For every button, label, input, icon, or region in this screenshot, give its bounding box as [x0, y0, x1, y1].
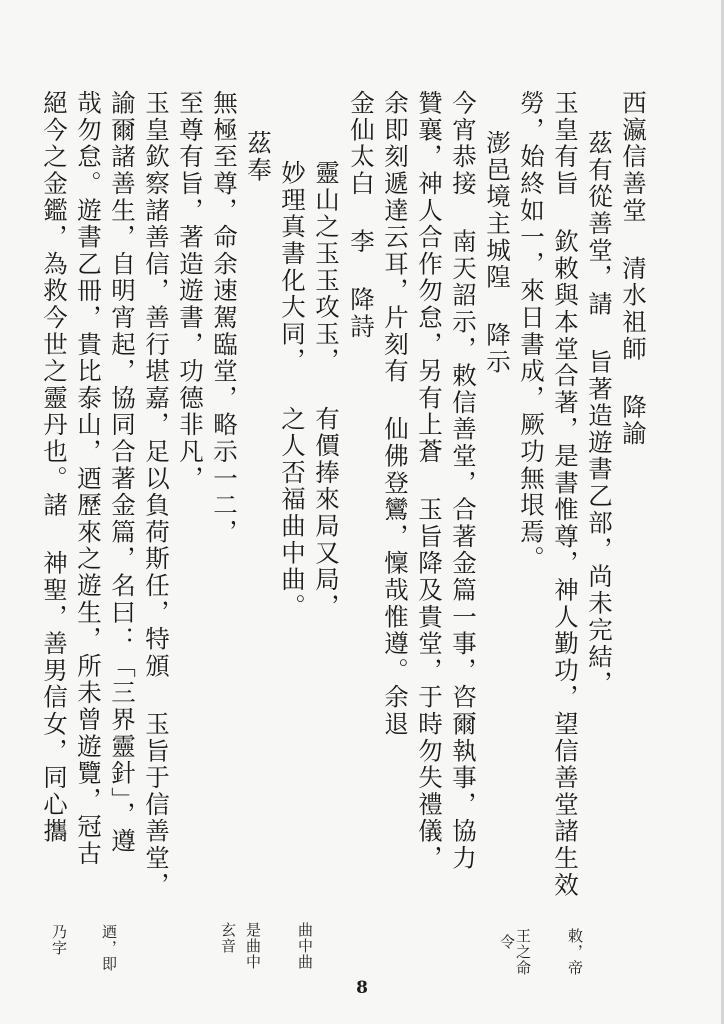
text-column-16: 諭爾諸善生，自明宵起，協同合著金篇，名曰：「三界靈針」，遵 — [108, 90, 137, 855]
text-column-17: 哉勿怠。遊書乙冊，貴比泰山，迺歷來之遊生，所未曾遊覽，冠古 — [74, 90, 103, 868]
text-column-2: 茲有從善堂，請 旨著造遊書乙部，尚未完結， — [585, 130, 614, 698]
text-column-15: 玉皇欽察諸善信，善行堪嘉，足以負荷斯任，特頒 玉旨于信善堂， — [142, 90, 171, 899]
annotation-note: 曲中曲 — [296, 922, 314, 970]
text-column-13: 無極至尊，命余速駕臨堂，略示一二， — [210, 90, 239, 546]
annotation-note: 令 — [498, 934, 516, 950]
annotation-note: 乃字 — [50, 924, 68, 956]
text-column-14: 至尊有旨，著造遊書，功德非凡， — [176, 90, 205, 492]
annotation-note: 王之命 — [514, 928, 532, 976]
text-column-4: 勞，始終如一，來日書成，厥功無垠焉。 — [517, 90, 546, 573]
text-column-9: 金仙太白 李 降詩 — [347, 90, 376, 341]
text-column-8: 余即刻遞達云耳，片刻有 仙佛登鸞，懍哉惟遵。余退 — [381, 90, 410, 738]
text-column-12: 茲奉 — [244, 130, 273, 184]
poem-line-2: 妙理真書化大同， 之人否福曲中曲。 — [278, 160, 307, 621]
page-number: 8 — [356, 978, 368, 998]
text-column-6: 今宵恭接 南天詔示，敕信善堂，合著金篇一事，咨爾執事，協力 — [449, 90, 478, 872]
annotation-note: 迺，即 — [100, 924, 118, 972]
text-column-5: 澎邑境主城隍 降示 — [483, 130, 512, 376]
annotation-note: 敕，帝 — [566, 928, 584, 976]
poem-line-1: 靈山之玉玉攻玉， 有價捧來局又局， — [312, 160, 341, 621]
text-column-1: 西瀛信善堂 清水祖師 降諭 — [619, 90, 648, 448]
text-column-7: 贊襄，神人合作勿怠，另有上蒼 玉旨降及貴堂，于時勿失禮儀， — [415, 90, 444, 872]
annotation-note: 玄音 — [219, 922, 237, 954]
text-column-3: 玉皇有旨 欽敕與本堂合著，是書惟尊，神人勤功，望信善堂諸生效 — [551, 90, 580, 899]
text-column-18: 絕今之金鑑，為救今世之靈丹也。諸 神聖，善男信女，同心攜 — [40, 90, 69, 845]
annotation-note: 是曲中 — [244, 922, 262, 970]
